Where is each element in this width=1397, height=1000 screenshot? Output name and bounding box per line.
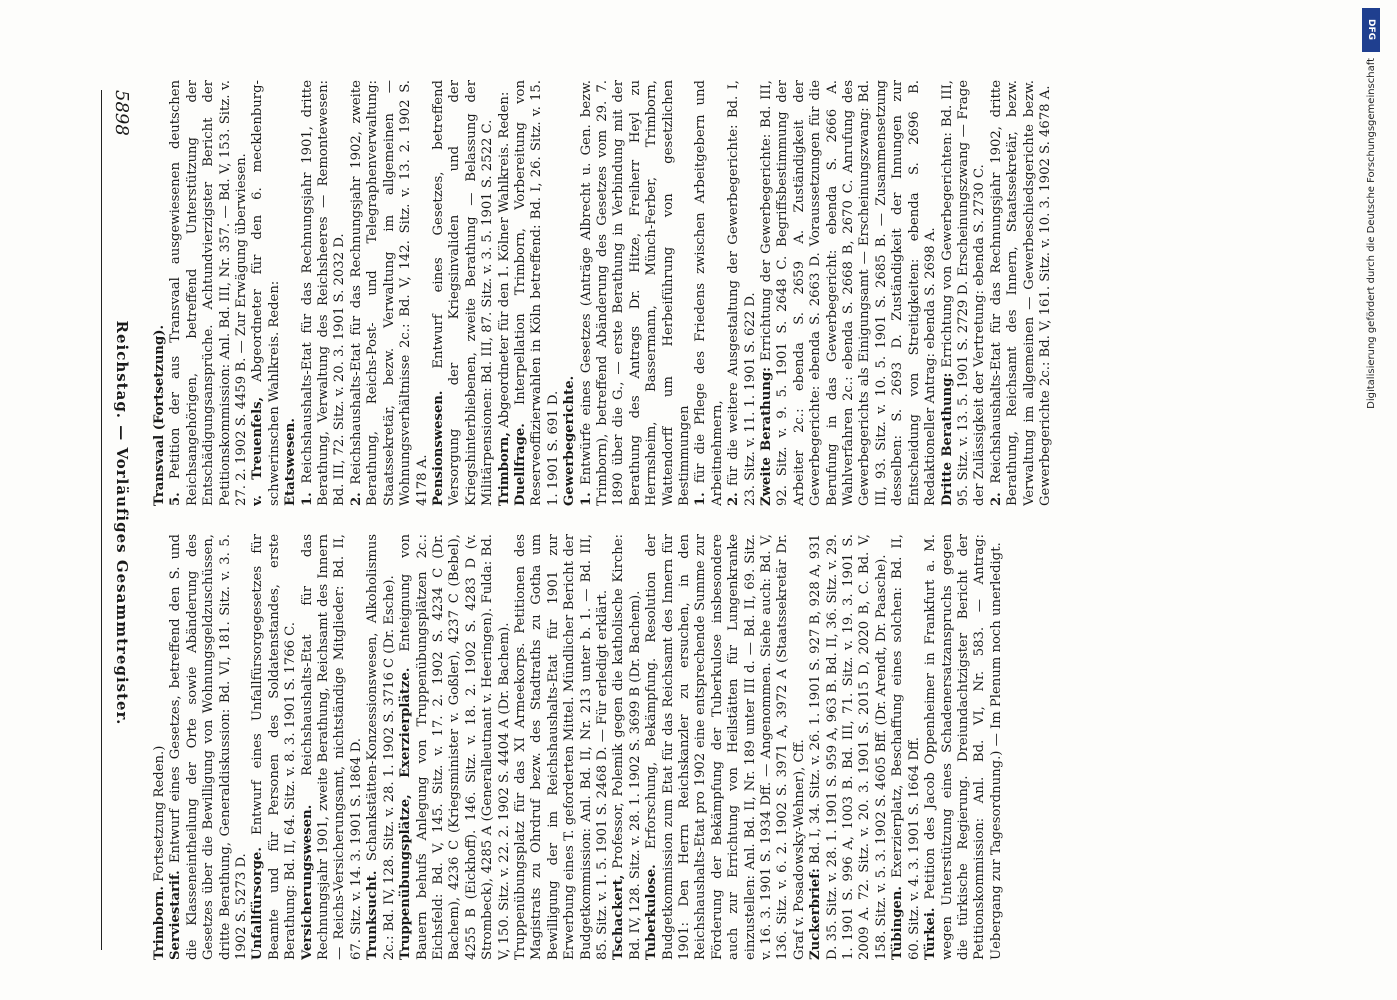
entry-heading: Transvaal (Fortsetzung). (152, 324, 167, 506)
register-entry (283, 80, 299, 506)
entry-heading: 2. (348, 492, 364, 506)
text-columns (152, 80, 1277, 960)
entry-text: Entwürfe eines Gesetzes (Anträge Albrecht u. Gen. bezw. Trimborn), betreffend Abänderung des Gesetzes vom 29. 7. 1890 über die G., — erste Berathung in Verbindung mit der Berathung des Antrags Dr. Hitze, Freiherr Heyl zu Herrnsheim, Bassermann, Münch-Ferber, Trimborn, Wattendorff um Herbeiführung von gesetzlichen Bestimmungen (578, 80, 692, 506)
register-entry (398, 534, 513, 960)
register-entry (365, 534, 398, 960)
left-column (152, 80, 1277, 506)
entry-heading: Dritte Berathung: (939, 372, 955, 506)
entry-heading: Tuberkulose. (644, 864, 660, 960)
entry-heading: Serviestarif. (168, 870, 184, 960)
entry-text: Enteignung von Bauern behufs Anlegung von Truppenübungsplätzen 2c.: Eichsfeld: Bd. V, 145. Sitz. v. 17. 2. 1902 S. 4234 C (Dr. Bachem), 4236 C (Kriegsminister v. Goßler), 4237 C (Bebel), 4255 B (Eickhoff). 146. Sitz. v. 18. 2. 1902 S. 4283 D (v. Strombeck), 4285 A (Generalleutnant v. Heeringen). Fulda: Bd. V, 150. Sitz. v. 22. 2. 1902 S. 4404 A (Dr. Bachem). (398, 534, 512, 960)
register-entry (300, 80, 349, 506)
page-header (101, 90, 142, 950)
funding-note: Digitalisierung gefördert durch die Deutsche Forschungsgemeinschaft (1365, 58, 1377, 409)
register-entry (890, 534, 923, 960)
entry-heading: Zweite Berathung: (759, 366, 775, 506)
register-entry (513, 534, 611, 960)
entry-heading: Pensionswesen. (430, 390, 446, 506)
entry-text: Reichshaushalts-Etat für das Rechnungsjahr 1902, dritte Berathung, Reichsamt des Innern, Staatssekretär, bezw. Verwaltung im allgemeinen — Gewerbeschiedsgerichte bezw. Gewerbegerichte 2c.: Bd. V, 161. Sitz. v. 10. 3. 1902 S. 4678 A. (988, 80, 1053, 506)
entry-text: Reichshaushalts-Etat für das Rechnungsjahr 1901, zweite Berathung, Reichsamt des Innern — Reichs-Versicherungsamt, nichtständige Mitglieder: Bd. II, 67. Sitz. v. 14. 3. 1901 S. 1864 D. (299, 534, 364, 960)
entry-heading: Trunksucht. (365, 870, 381, 960)
register-entry (726, 80, 759, 506)
entry-text: Errichtung von Gewerbegerichten: Bd. III, 95. Sitz. v. 13. 5. 1901 S. 2729 D. Erscheinungszwang — Frage der Zulässigkeit der Vertretung: ebenda S. 2730 C. (939, 80, 988, 506)
register-entry (923, 534, 1005, 960)
entry-heading: 1. (578, 492, 594, 506)
entry-text: für die Pflege des Friedens zwischen Arbeitgebern und Arbeitnehmern, (693, 80, 725, 506)
entry-heading: Gewerbegerichte. (562, 375, 578, 506)
entry-text: Erforschung, Bekämpfung. Resolution der Budgetkommission zum Etat für das Reichsamt des Innern für 1901: Den Herrn Reichskanzler zu ersuchen, in den Reichshaushalts-Etat pro 1902 eine entsprechende Summe zur Förderung der Bekämpfung der Tuberkulose insbesondere auch zur Errichtung von Heilstätten für Lungenkranke einzustellen: Anl. Bd. II, Nr. 189 unter III d. — Bd. II, 69. Sitz. v. 16. 3. 1901 S. 1934 Dff. — Angenommen. Siehe auch: Bd. V, 136. Sitz. v. 6. 2. 1902 S. 3971 A, 3972 A (Staatssekretär Dr. Graf v. Posadowsky-Wehner), Cff. (644, 534, 807, 960)
entry-heading: Trimborn, (496, 432, 512, 506)
entry-heading: Tübingen. (890, 886, 906, 960)
register-entry (611, 534, 644, 960)
entry-text: Petition des Jacob Oppenheimer in Frankfurt a. M. wegen Unterstützung eines Schadenersatzanspruchs gegen die türkische Regierung. Dreiundachtzigster Bericht der Petitionskommission: Anl. Bd. VI, Nr. 583. — Antrag: Uebergang zur Tagesordnung.) — Im Plenum noch unerledigt. (923, 534, 1004, 960)
entry-heading: v. Treuenfels, (250, 396, 266, 506)
entry-heading: Zuckerbrief: (808, 868, 824, 960)
register-entry (808, 534, 890, 960)
right-column (152, 534, 1277, 960)
register-entry (300, 534, 366, 960)
register-entry (579, 80, 694, 506)
entry-text: Abgeordneter für den 1. Kölner Wahlkreis. Reden: (496, 91, 512, 428)
entry-text: Interpellation Trimborn, Vorbereitung von Reserveoffizierwahlen in Köln betreffend: Bd. I, 26. Sitz. v. 15. 1. 1901 S. 691 D. (512, 80, 561, 506)
entry-text: Reichshaushalts-Etat für das Rechnungsjahr 1901, dritte Berathung, Verwaltung des Reichsheeres — Remontewesen: Bd. III, 72. Sitz. v. 20. 3. 1901 S. 2032 D. (299, 80, 348, 506)
entry-heading: Duellfrage. (512, 423, 528, 506)
entry-text: Truppenübungsplatz für das XI Armeekorps. Petitionen des Magistrats zu Ohrdruf bezw. des Stadtraths zu Gotha um Bewilligung der im Reichshaushalts-Etat für 1901 zur Erwerbung eines T. geforderten Mittel. Mündlicher Bericht der Budgetkommission: Anl. Bd. II, Nr. 213 unter b. 1. — Bd. III, 85. Sitz. v. 1. 5. 1901 S. 2468 D. — Für erledigt erklärt. (512, 534, 610, 960)
entry-text: für die weitere Ausgestaltung der Gewerbegerichte: Bd. I, 23. Sitz. v. 11. 1. 1901 S. 622 D. (726, 80, 758, 506)
entry-text: Abgeordneter für den 6. mecklenburg-schwerinschen Wahlkreis. Reden: (250, 80, 282, 506)
entry-heading: Unfallfürsorge. (250, 847, 266, 960)
entry-heading: 1. (693, 492, 709, 506)
register-entry (349, 80, 431, 506)
entry-heading: Tschackert, (611, 874, 627, 960)
entry-text: Errichtung der Gewerbegerichte: Bd. III, 92. Sitz. v. 9. 5. 1901 S. 2648 C. Begriffsbestimmung der Arbeiter 2c.: ebenda S. 2659 A. Zuständigkeit der Gewerbegerichte: ebenda S. 2663 D. Voraussetzungen für die Berufung in das Gewerbegericht: ebenda S. 2666 A. Wahlverfahren 2c.: ebenda S. 2668 B, 2670 C. Anrufung des Gewerbegerichts als Einigungsamt — Erscheinungszwang: Bd. III, 93. Sitz. v. 10. 5. 1901 S. 2685 B. — Zusammensetzung desselben: S. 2693 D. Zuständigkeit der Innungen zur Entscheidung von Streitigkeiten: ebenda S. 2696 B. Redaktioneller Antrag: ebenda S. 2698 A. (759, 80, 939, 506)
entry-heading: Etatswesen. (283, 418, 299, 506)
register-entry (940, 80, 989, 506)
register-entry (152, 534, 168, 960)
register-entry (250, 534, 299, 960)
register-entry (431, 80, 497, 506)
entry-text: Entwurf eines Unfallfürsorgegesetzes für Beamte und für Personen des Soldatenstandes, erste Berathung: Bd. II, 64. Sitz. v. 8. 3. 1901 S. 1766 C. (250, 534, 299, 960)
entry-heading: 2. (988, 492, 1004, 506)
entry-heading: 1. (299, 492, 315, 506)
entry-text: Entwurf eines Gesetzes, betreffend den S. und die Klasseneintheilung der Orte sowie Abänderung des Gesetzes über die Bewilligung von Wohnungsgeldzuschüssen, dritte Berathung, Generaldiskussion: Bd. VI, 181. Sitz. v. 3. 5. 1902 S. 5273 D. (168, 534, 250, 960)
register-entry (497, 80, 513, 506)
page-number: 5898 (111, 90, 133, 136)
register-entry (152, 80, 168, 506)
register-entry (168, 80, 250, 506)
entry-text: Exerzierplatz, Beschaffung eines solchen: Bd. II, 60. Sitz. v. 4. 3. 1901 S. 1664 Dff. (890, 534, 922, 960)
register-entry (168, 534, 250, 960)
entry-heading: Truppenübungsplätze, Exerzierplätze. (398, 667, 414, 960)
entry-text: Fortsetzung Reden.) (152, 745, 167, 882)
register-entry (989, 80, 1055, 506)
register-entry (562, 80, 578, 506)
register-entry (513, 80, 562, 506)
register-entry (759, 80, 939, 506)
entry-text: Professor, Polemik gegen die katholische Kirche: Bd. IV, 128. Sitz. v. 28. 1. 1902 S. 3699 B (Dr. Bachem). (611, 534, 643, 960)
entry-text: Bd. I, 34. Sitz. v. 26. 1. 1901 S. 927 B, 928 A, 931 D. 35. Sitz. v. 28. 1. 1901 S. 959 A, 963 B. Bd. II, 36. Sitz. v. 29. 1. 1901 S. 996 A, 1003 B. Bd. III, 71. Sitz. v. 19. 3. 1901 S. 2009 A. 72. Sitz. v. 20. 3. 1901 S. 2015 D, 2020 B, C. Bd. V, 158. Sitz. v. 5. 3. 1902 S. 4605 Bff. (Dr. Arendt, Dr. Paasche). (808, 534, 889, 960)
entry-text: Entwurf eines Gesetzes, betreffend Versorgung der Kriegsinvaliden und der Kriegshinterbliebenen, zweite Berathung — Belassung der Militärpensionen: Bd. III, 87. Sitz. v. 3. 5. 1901 S. 2522 C. (430, 80, 496, 506)
entry-heading: Versicherungswesen. (299, 804, 315, 960)
funding-stamp (1352, 8, 1390, 992)
running-title: Reichstag. — Vorläufiges Gesammtregister. (113, 320, 131, 726)
register-entry (644, 534, 808, 960)
register-entry (693, 80, 726, 506)
entry-heading: 2. (726, 492, 742, 506)
entry-text: Reichshaushalts-Etat für das Rechnungsjahr 1902, zweite Berathung, Reichs-Post- und Telegraphenverwaltung: Staatssekretär, bezw. Verwaltung im allgemeinen — Wohnungsverhältnisse 2c.: Bd. V, 142. Sitz. v. 13. 2. 1902 S. 4178 A. (348, 80, 430, 506)
entry-text: Petition der aus Transvaal ausgewiesenen deutschen Reichsangehörigen, betreffend Unterstützung der Entschädigungsansprüche. Achtundvierzigster Bericht der Petitionskommission: Anl. Bd. III, Nr. 357. — Bd. V, 153. Sitz. v. 27. 2. 1902 S. 4459 B. — Zur Erwägung überwiesen. (168, 80, 250, 506)
dfg-logo: DFG (1362, 8, 1380, 52)
entry-heading: Türkei. (923, 907, 939, 960)
entry-heading: Trimborn. (152, 886, 167, 960)
register-entry (250, 80, 283, 506)
entry-text: Schankstätten-Konzessionswesen, Alkoholismus 2c.: Bd. IV, 128. Sitz. v. 28. 1. 1902 S. 3716 C (Dr. Esche). (365, 534, 397, 960)
entry-heading: 5. (168, 492, 184, 506)
